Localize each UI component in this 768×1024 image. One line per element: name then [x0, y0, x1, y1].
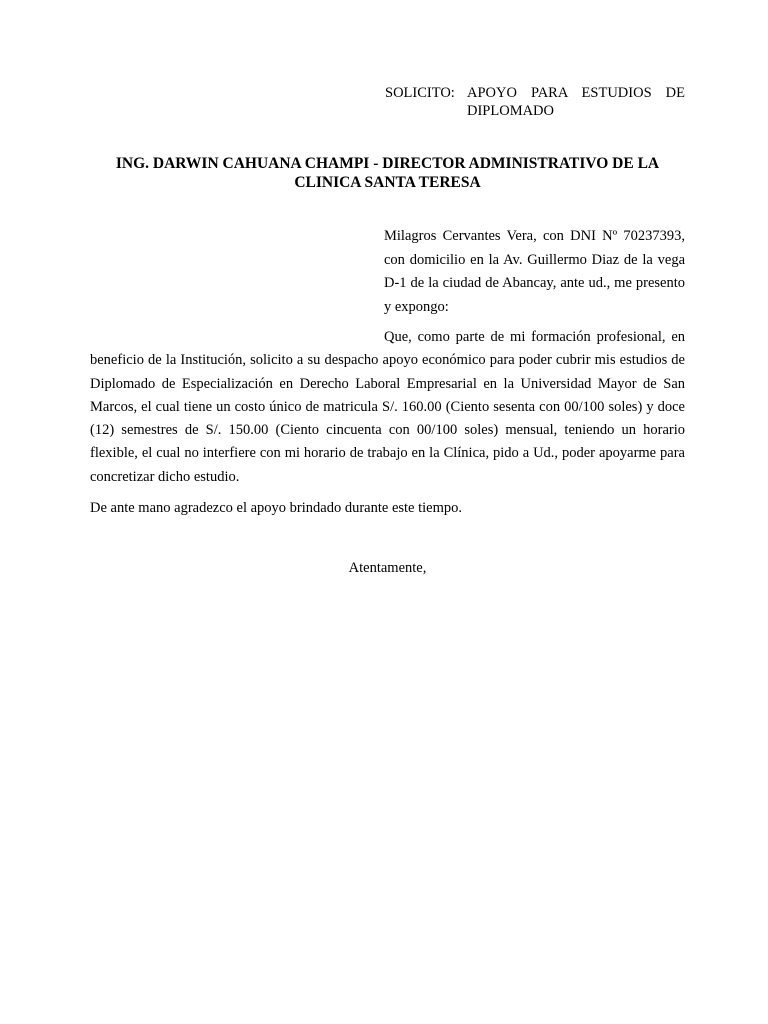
subject-label: SOLICITO: [385, 85, 455, 101]
addressee-heading: ING. DARWIN CAHUANA CHAMPI - DIRECTOR ADMINISTRATIVO DE LA CLINICA SANTA TERESA [115, 155, 660, 191]
thanks-paragraph: De ante mano agradezco el apoyo brindado durante este tiempo. [90, 500, 463, 516]
request-paragraph: Que, como parte de mi formación profesional, en beneficio de la Institución, solicito a su despacho apoyo económico para poder cubrir mis estudios de Diplomado de Especialización en Derecho Laboral Empresarial en la Universidad Mayor de San Marcos, el cual tiene un costo único de matricula S/. 160.00 (Ciento sesenta con 00/100 soles) y doce (12) semestres de S/. 150.00 (Ciento cincuenta con 00/100 soles) mensual, teniendo un horario flexible, el cual no interfiere con mi horario de trabajo en la Clínica, pido a Ud., poder apoyarme para concretizar dicho estudio. [90, 329, 685, 485]
sender-introduction: Milagros Cervantes Vera, con DNI Nº 70237393, con domicilio en la Av. Guillermo Diaz de la vega D-1 de la ciudad de Abancay, ante ud., me presento y expongo: [384, 228, 685, 315]
subject-line [385, 84, 685, 120]
closing-salutation: Atentamente, [348, 560, 427, 576]
subject-text: APOYO PARA ESTUDIOS DE DIPLOMADO [467, 85, 685, 119]
